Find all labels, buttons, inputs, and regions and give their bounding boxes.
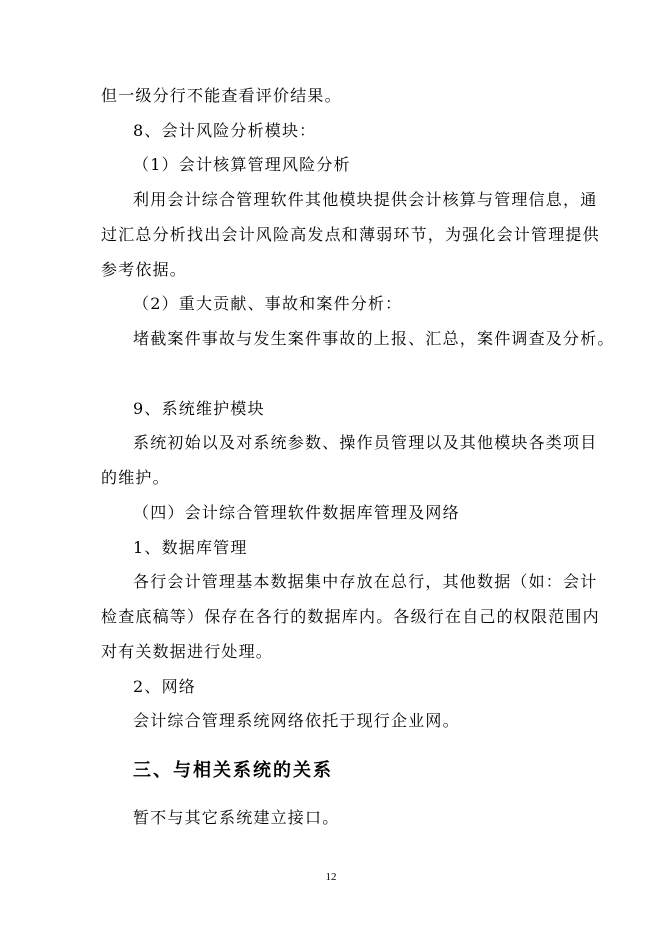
body-line: （四）会计综合管理软件数据库管理及网络 bbox=[133, 503, 460, 522]
body-line: 9、系统维护模块 bbox=[133, 399, 265, 418]
body-line: 堵截案件事故与发生案件事故的上报、汇总，案件调查及分析。 bbox=[133, 329, 615, 348]
section-heading: 三、与相关系统的关系 bbox=[133, 760, 333, 781]
body-line: 利用会计综合管理软件其他模块提供会计核算与管理信息，通 bbox=[133, 190, 598, 209]
body-line: （2）重大贡献、事故和案件分析： bbox=[133, 294, 403, 313]
body-line: 会计综合管理系统网络依托于现行企业网。 bbox=[133, 711, 460, 730]
body-line: 检查底稿等）保存在各行的数据库内。各级行在自己的权限范围内 bbox=[101, 607, 600, 626]
body-line: 各行会计管理基本数据集中存放在总行，其他数据（如：会计 bbox=[133, 572, 598, 591]
body-line: （1）会计核算管理风险分析 bbox=[133, 155, 351, 174]
closing-line: 暂不与其它系统建立接口。 bbox=[133, 808, 340, 827]
body-line: 但一级分行不能查看评价结果。 bbox=[101, 86, 342, 105]
body-line: 过汇总分析找出会计风险高发点和薄弱环节，为强化会计管理提供 bbox=[101, 225, 600, 244]
page-number: 12 bbox=[325, 871, 337, 883]
body-line: 的维护。 bbox=[101, 468, 170, 487]
body-line: 2、网络 bbox=[133, 677, 196, 696]
body-line: 系统初始以及对系统参数、操作员管理以及其他模块各类项目 bbox=[133, 433, 598, 452]
body-line: 8、会计风险分析模块： bbox=[133, 121, 317, 140]
body-line: 参考依据。 bbox=[101, 260, 188, 279]
body-line: 对有关数据进行处理。 bbox=[101, 642, 274, 661]
body-line: 1、数据库管理 bbox=[133, 538, 248, 557]
